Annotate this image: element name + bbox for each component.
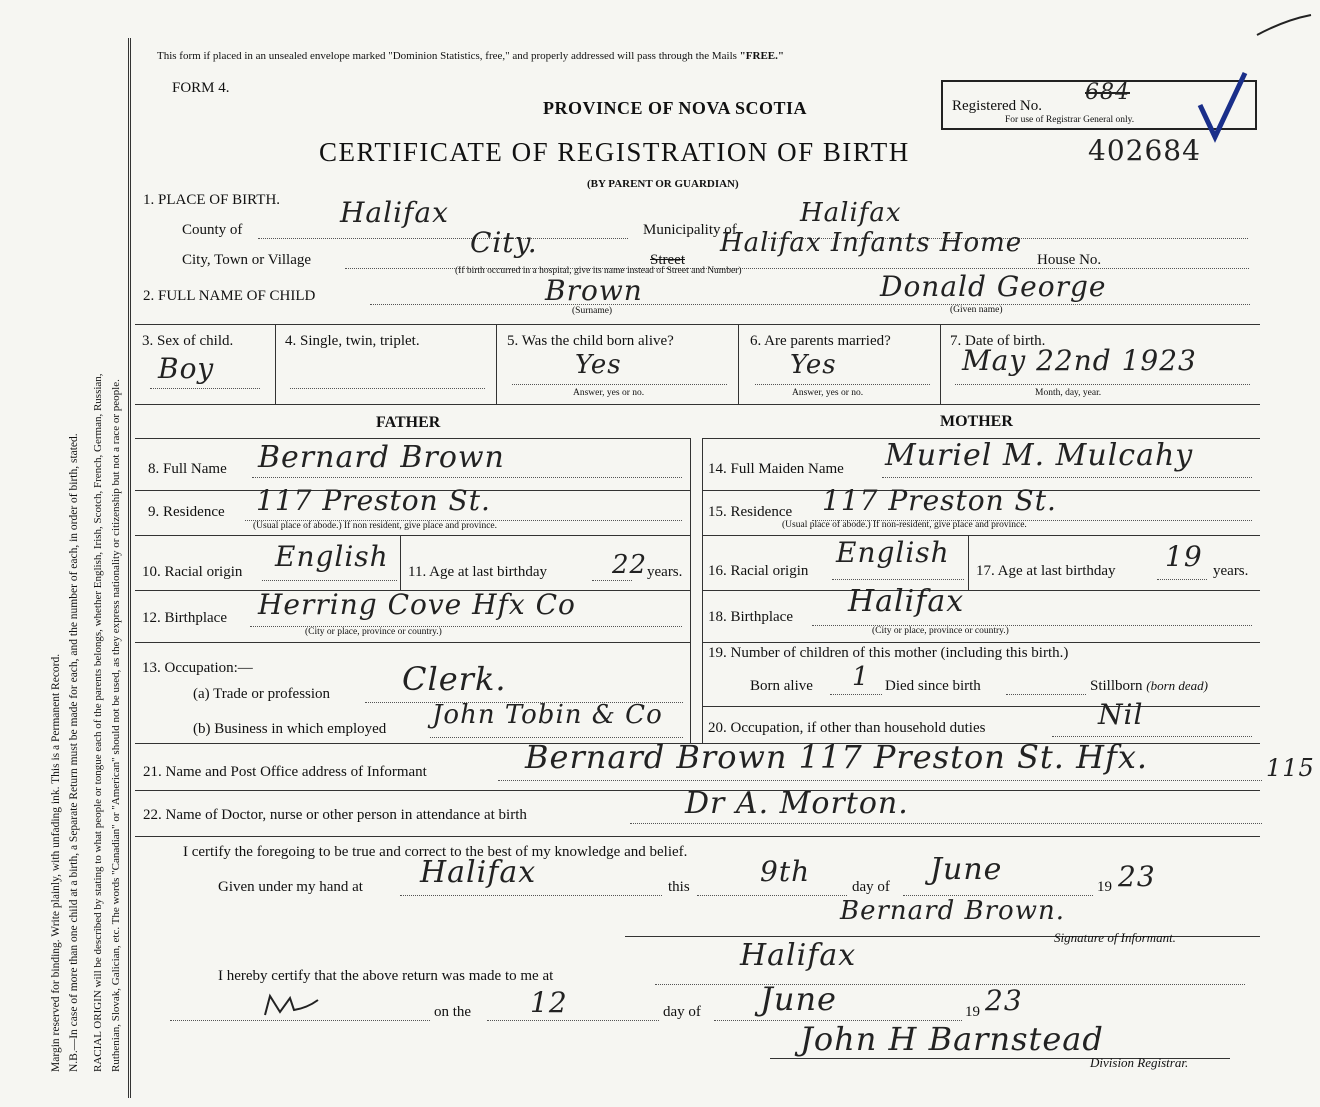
mother-racial-value: English (836, 536, 950, 569)
doctor-value: Dr A. Morton. (685, 786, 909, 821)
father-birthplace-label: 12. Birthplace (142, 610, 227, 626)
mother-occupation-label: 20. Occupation, if other than household duties (708, 720, 986, 736)
given-place: Halifax (420, 855, 537, 890)
registrar-on-the-label: on the (434, 1004, 472, 1020)
tick-mark-icon (1255, 10, 1315, 40)
married-value: Yes (790, 350, 837, 380)
father-birthplace-note: (City or place, province or country.) (305, 627, 442, 637)
mother-heading: MOTHER (940, 413, 1013, 430)
children-count-label: 19. Number of children of this mother (including this birth.) (708, 645, 1069, 661)
subtitle: (BY PARENT OR GUARDIAN) (587, 178, 739, 190)
informant-signature-label: Signature of Informant. (1054, 930, 1176, 945)
county-label: County of (182, 222, 243, 238)
given-year: 23 (1118, 860, 1156, 893)
mother-racial-label: 16. Racial origin (708, 563, 809, 579)
county-value: Halifax (340, 196, 449, 229)
father-residence-label: 9. Residence (148, 504, 225, 520)
registrar-year-prefix: 19 (965, 1004, 980, 1020)
registrar-year: 23 (985, 984, 1023, 1017)
mother-occupation-value: Nil (1098, 698, 1144, 731)
checkmark-icon (1195, 65, 1255, 145)
city-label: City, Town or Village (182, 252, 312, 268)
died-label: Died since birth (885, 678, 981, 694)
father-name-value: Bernard Brown (258, 440, 505, 475)
registrar-day: 12 (530, 986, 568, 1019)
father-residence-note: (Usual place of abode.) If non resident, give place and province. (253, 521, 497, 531)
father-racial-value: English (275, 540, 389, 573)
certificate-title: CERTIFICATE OF REGISTRATION OF BIRTH (319, 137, 910, 167)
informant-signature: Bernard Brown. (840, 896, 1065, 926)
day-of-label: day of (852, 879, 890, 895)
municipality-label: Municipality of (643, 222, 737, 238)
mother-age-label: 17. Age at last birthday (976, 563, 1116, 579)
mother-birthplace-label: 18. Birthplace (708, 609, 793, 625)
father-age-label: 11. Age at last birthday (408, 564, 547, 580)
born-alive-note: Answer, yes or no. (573, 388, 645, 398)
year-prefix: 19 (1097, 879, 1112, 895)
margin-note-1: Margin reserved for binding. Write plainly, with unfading ink. This is a Permanent Record. (50, 653, 62, 1072)
surname-note: (Surname) (572, 306, 613, 316)
father-heading: FATHER (376, 414, 441, 431)
father-age-value: 22 (612, 550, 648, 580)
registrar-day-of-label: day of (663, 1004, 701, 1020)
municipality-value: Halifax (800, 198, 902, 228)
registrar-month: June (760, 980, 837, 1018)
given-under-label: Given under my hand at (218, 879, 363, 895)
province-heading: PROVINCE OF NOVA SCOTIA (543, 98, 808, 118)
father-trade-value: Clerk. (402, 660, 507, 698)
registrar-text: I hereby certify that the above return was made to me at (218, 968, 554, 984)
mother-name-value: Muriel M. Mulcahy (885, 438, 1194, 473)
dob-note: Month, day, year. (1035, 388, 1102, 398)
this-label: this (668, 879, 690, 895)
street-value: Halifax Infants Home (720, 228, 1023, 258)
given-day: 9th (760, 855, 811, 888)
father-residence-value: 117 Preston St. (256, 484, 491, 517)
born-alive-count-label: Born alive (750, 678, 813, 694)
registrar-signature: John H Barnstead (800, 1020, 1104, 1058)
father-trade-label: (a) Trade or profession (193, 686, 331, 702)
dob-value: May 22nd 1923 (962, 344, 1197, 377)
hospital-note: (If birth occurred in a hospital, give its name instead of Street and Number) (455, 266, 742, 276)
given-month: June (930, 852, 1003, 887)
mother-birthplace-value: Halifax (848, 584, 965, 619)
sex-label: 3. Sex of child. (142, 333, 234, 349)
born-alive-value: Yes (575, 350, 622, 380)
house-label: House No. (1037, 252, 1102, 268)
father-business-label: (b) Business in which employed (193, 721, 387, 737)
sex-value: Boy (158, 352, 215, 385)
margin-note-2: N.B.—In case of more than one child at a birth, a Separate Return must be made for each, and the number of each, in order of birth, stated. (68, 433, 80, 1072)
father-years-label: years. (647, 564, 683, 580)
informant-margin-note: 115 (1266, 754, 1315, 782)
certify-text: I certify the foregoing to be true and correct to the best of my knowledge and belief. (183, 844, 688, 860)
mother-age-value: 19 (1165, 540, 1203, 573)
registered-value: 684 (1085, 80, 1130, 105)
stillborn-label: Stillborn (born dead) (1090, 678, 1209, 694)
place-section-label: 1. PLACE OF BIRTH. (143, 192, 281, 208)
registrar-place: Halifax (740, 938, 857, 973)
registered-label: Registered No. (952, 98, 1042, 114)
father-business-value: John Tobin & Co (432, 700, 663, 730)
father-occupation-label: 13. Occupation:— (142, 660, 253, 676)
certificate-number: 402684 (1088, 134, 1201, 167)
informant-label: 21. Name and Post Office address of Informant (143, 764, 427, 780)
father-birthplace-value: Herring Cove Hfx Co (258, 588, 576, 621)
doctor-label: 22. Name of Doctor, nurse or other person in attendance at birth (143, 807, 527, 823)
mother-residence-note: (Usual place of abode.) If non-resident, give place and province. (782, 520, 1027, 530)
born-alive-label: 5. Was the child born alive? (507, 333, 674, 349)
father-name-label: 8. Full Name (148, 461, 227, 477)
form-number: FORM 4. (172, 80, 230, 96)
margin-note-4: Ruthenian, Slovak, Galician, etc. The words "Canadian" or "American" should not be used, as they express nationality or citizenship but not a race or people. (110, 379, 122, 1072)
margin-note-3: RACIAL ORIGIN will be described by stating to what people or tongue each of the parents belongs, whether English, Irish, Scotch, French, German, Russian, (92, 373, 104, 1072)
mother-birthplace-note: (City or place, province or country.) (872, 626, 1009, 636)
child-surname: Brown (545, 274, 643, 307)
mother-name-label: 14. Full Maiden Name (708, 461, 844, 477)
mother-residence-label: 15. Residence (708, 504, 793, 520)
mother-residence-value: 117 Preston St. (822, 484, 1057, 517)
registered-note: For use of Registrar General only. (1005, 115, 1135, 125)
mother-years-label: years. (1213, 563, 1249, 579)
born-alive-count: 1 (852, 662, 870, 692)
child-given-name: Donald George (880, 270, 1107, 303)
child-name-label: 2. FULL NAME OF CHILD (143, 288, 316, 304)
informant-value: Bernard Brown 117 Preston St. Hfx. (525, 738, 1149, 776)
registrar-initial-mark (262, 990, 322, 1020)
registrar-signature-label: Division Registrar. (1090, 1055, 1189, 1070)
dob-label: 7. Date of birth. (950, 333, 1046, 349)
margin-rule (128, 38, 131, 1098)
street-label: Street (650, 252, 685, 268)
multiplicity-label: 4. Single, twin, triplet. (285, 333, 420, 349)
father-racial-label: 10. Racial origin (142, 564, 243, 580)
given-name-note: (Given name) (950, 305, 1003, 315)
mailing-notice: This form if placed in an unsealed envelope marked "Dominion Statistics, free," and properly addressed will pass through the Mails "FREE." (157, 50, 784, 62)
married-label: 6. Are parents married? (750, 333, 891, 349)
city-value: City. (470, 226, 538, 259)
married-note: Answer, yes or no. (792, 388, 864, 398)
